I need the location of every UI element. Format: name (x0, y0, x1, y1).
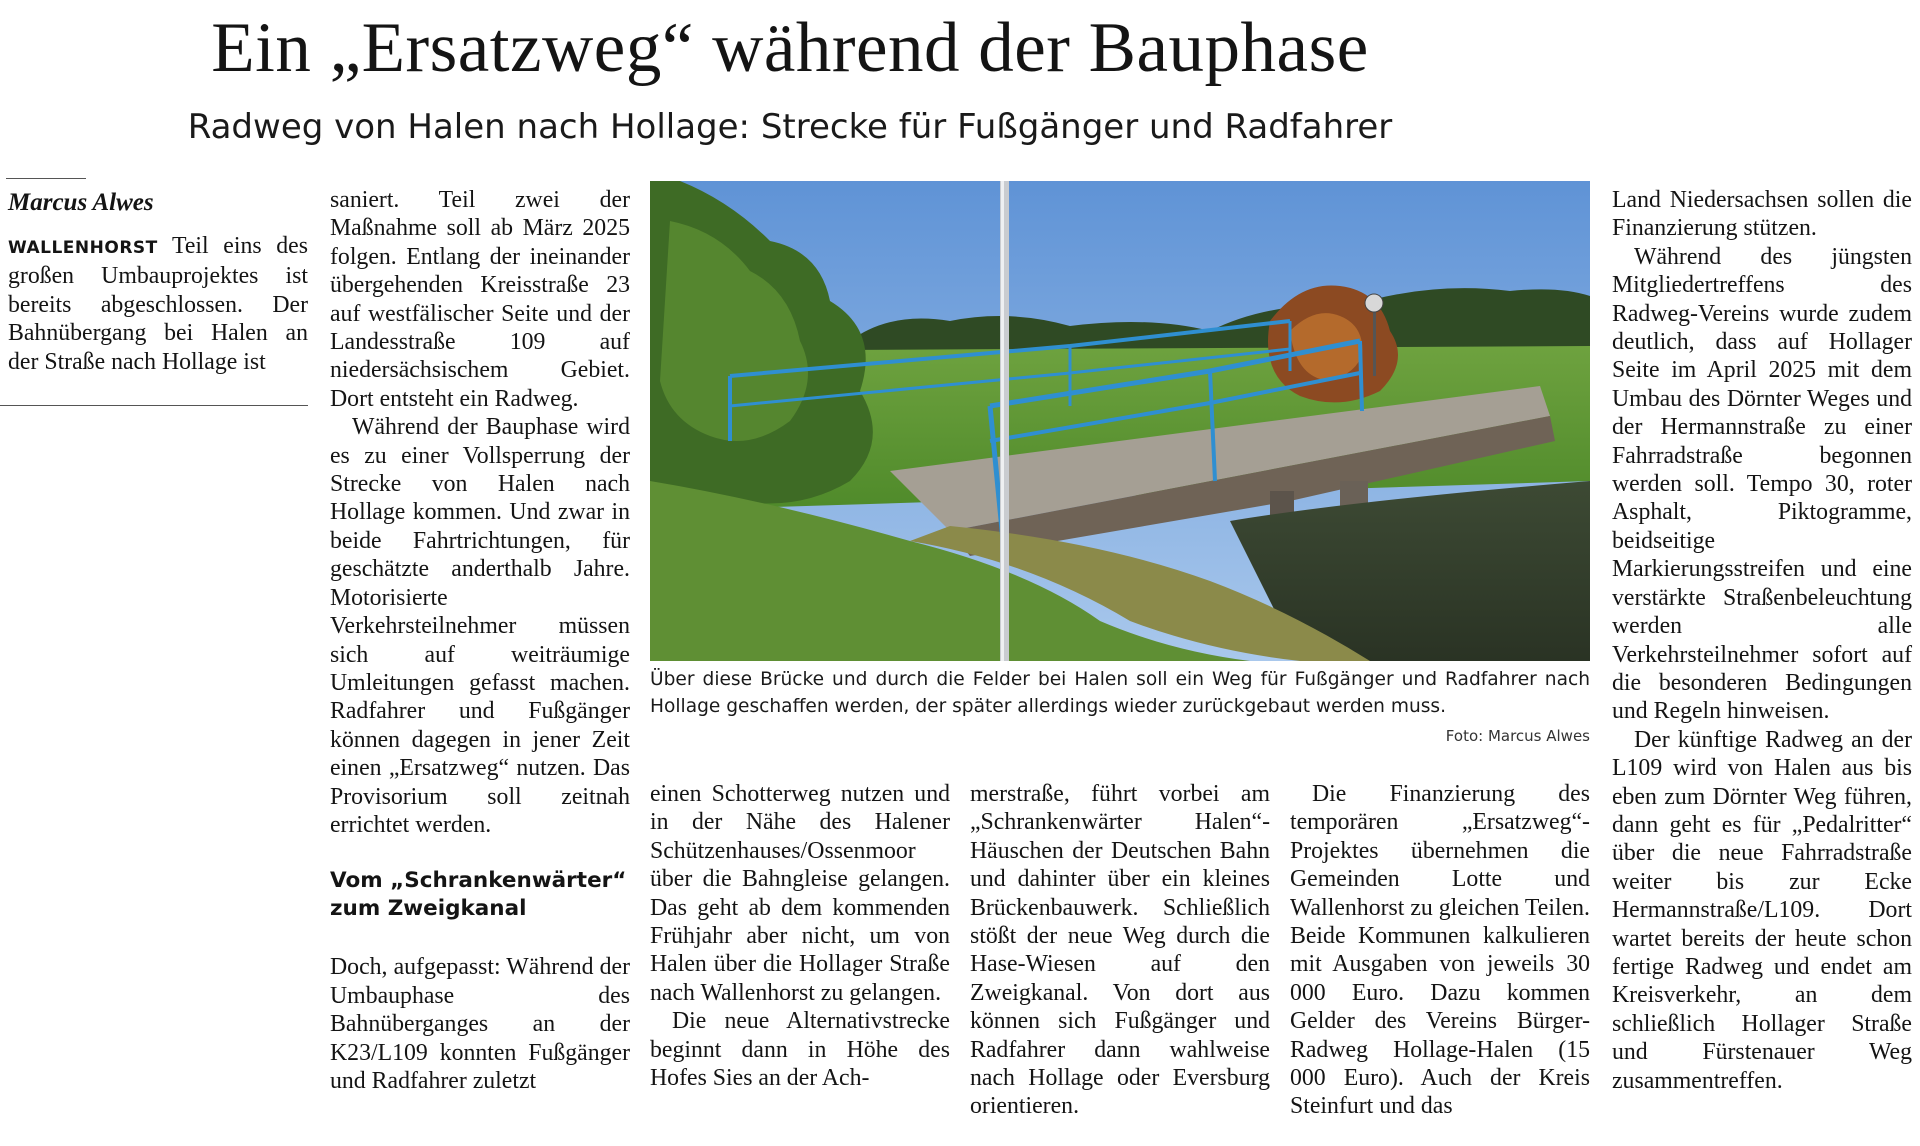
column-6-paragraph-2: Während des jüngsten Mitgliedertreffens des Radweg-Vereins wurde zudem deutlich, dass auf Hollager Seite im April 2025 mit dem Umbau des Dörnter Weges und der Hermannstraße zu einer Fahrradstraße begonnen werden soll. Tempo 30, roter Asphalt, Piktogramme, beidseitige Markierungsstreifen und eine verstärkte Straßenbeleuchtung werden alle Verkehrsteilnehmer sofort auf die besonderen Bedingungen und Regeln hinweisen. (1612, 243, 1912, 725)
headline: Ein „Ersatzweg“ während der Bauphase (211, 9, 1369, 87)
column-4-paragraph-1: merstraße, führt vorbei am „Schrankenwärter Halen“-Häuschen der Deutschen Bahn und dahinter über ein kleines Brückenbauwerk. Schließlich stößt der neue Weg durch die Hase-Wiesen auf den Zweigkanal. Von dort aus können sich Fußgänger und Radfahrer dann wahlweise nach Hollage oder Eversburg orientieren. (970, 781, 1270, 1120)
column-6-paragraph-1: Land Niedersachsen sollen die Finanzierung stützen. (1612, 187, 1912, 242)
subhead (330, 867, 630, 923)
subhead-line-2: zum Zweigkanal (330, 896, 527, 922)
column-3-paragraph-1: einen Schotterweg nutzen und in der Nähe des Halener Schützenhauses/Ossenmoor über die Bahngleise gelangen. Das geht ab dem kommenden Frühjahr aber nicht, um von Halen über die Hollager Straße nach Wallenhorst zu gelangen. (650, 781, 950, 1006)
author-byline: Marcus Alwes (8, 189, 154, 216)
column-5 (1290, 780, 1590, 1121)
column-1 (8, 186, 308, 376)
column-2-paragraph-3: Doch, aufgepasst: Während der Umbauphase des Bahnüberganges an der K23/L109 konnten Fußgänger und Radfahrer zuletzt (330, 954, 630, 1094)
column-6-paragraph-3: Der künftige Radweg an der L109 wird von Halen aus bis eben zum Dörnter Weg führen, dann geht es für „Pedalritter“ über die neue Fahrradstraße weiter bis zur Ecke Hermannstraße/L109. Dort wartet bereits der heute schon fertige Radweg und endet am Kreisverkehr, an dem schließlich Hollager Straße und Fürstenauer Weg zusammentreffen. (1612, 726, 1912, 1094)
subheadline: Radweg von Halen nach Hollage: Strecke für Fußgänger und Radfahrer (187, 107, 1393, 147)
bridge-photo (650, 181, 1590, 661)
dateline: WALLENHORST (8, 238, 158, 258)
author-rule-top (6, 178, 86, 179)
subhead-line-1: Vom „Schrankenwärter“ (330, 868, 627, 894)
photo-caption (650, 666, 1590, 750)
photo-credit: Foto: Marcus Alwes (1445, 727, 1590, 745)
caption-text: Über diese Brücke und durch die Felder bei Halen soll ein Weg für Fußgänger und Radfahrer nach Hollage geschaffen werden, der später allerdings wieder zurückgebaut werden muss. (650, 669, 1590, 717)
column-3 (650, 780, 950, 1092)
author-rule-bottom (0, 405, 308, 406)
column-2-paragraph-1: saniert. Teil zwei der Maßnahme soll ab März 2025 folgen. Entlang der ineinander übergehenden Kreisstraße 23 auf westfälischer Seite und der Landesstraße 109 auf niedersächsischem Gebiet. Dort entsteht ein Radweg. (330, 187, 630, 412)
column-2-paragraph-2: Während der Bauphase wird es zu einer Vollsperrung der Strecke von Halen nach Hollage kommen. Und zwar in beide Fahrtrichtungen, für geschätzte anderthalb Jahre. Motorisierte Verkehrsteilnehmer müssen sich auf weiträumige Umleitungen gefasst machen. Radfahrer und Fußgänger können dagegen in jener Zeit einen „Ersatzweg“ nutzen. Das Provisorium soll zeitnah errichtet werden. (330, 414, 630, 838)
column-1-text: Teil eins des großen Umbauprojektes ist bereits abgeschlossen. Der Bahnübergang bei Halen an der Straße nach Hollage ist (8, 233, 308, 375)
column-4 (970, 780, 1270, 1121)
column-3-paragraph-2: Die neue Alternativstrecke beginnt dann in Höhe des Hofes Sies an der Ach- (650, 1008, 950, 1092)
column-2 (330, 186, 630, 1095)
column-5-paragraph-1: Die Finanzierung des temporären „Ersatzweg“-Projektes übernehmen die Gemeinden Lotte und Wallenhorst zu gleichen Teilen. Beide Kommunen kalkulieren mit Ausgaben von jeweils 30 000 Euro. Dazu kommen Gelder des Vereins Bürger-Radweg Hollage-Halen (15 000 Euro). Auch der Kreis Steinfurt und das (1290, 781, 1590, 1120)
column-6 (1612, 186, 1912, 1095)
